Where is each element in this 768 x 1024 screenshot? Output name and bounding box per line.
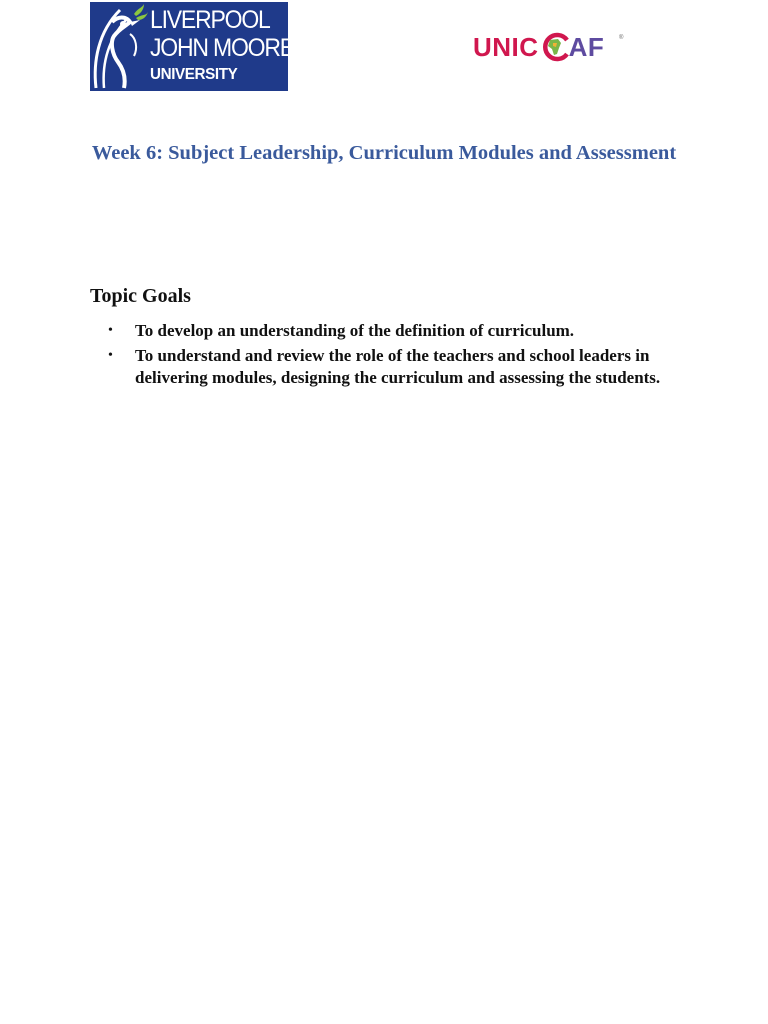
topic-goals-list: [108, 320, 668, 392]
registered-mark: ®: [619, 35, 624, 41]
topic-goals-heading: Topic Goals: [90, 285, 191, 307]
goal-item: [108, 345, 668, 390]
ljmu-line-1: LIVERPOOL: [150, 6, 270, 34]
africa-map-icon: [540, 32, 570, 62]
goal-item: [108, 320, 668, 343]
unicaf-wordmark-part-1: UNIC: [473, 32, 539, 62]
ljmu-line-2: JOHN MOORES: [150, 34, 309, 62]
ljmu-line-3: UNIVERSITY: [150, 66, 238, 83]
bullet-icon: •: [108, 347, 113, 363]
ljmu-logo: [90, 2, 309, 91]
page-title: Week 6: Subject Leadership, Curriculum Modules and Assessment: [91, 142, 677, 164]
goal-text: To develop an understanding of the definition of curriculum.: [135, 321, 575, 340]
goal-text: To understand and review the role of the teachers and school leaders in delivering modules, designing the curriculum and assessing the students.: [135, 345, 661, 387]
unicaf-logo: [470, 22, 628, 78]
ljmu-wordmark: [150, 6, 322, 85]
unicaf-wordmark-part-2: AF: [568, 32, 605, 62]
bullet-icon: •: [108, 323, 113, 338]
unicaf-wordmark: [473, 33, 604, 61]
liver-bird-icon: [90, 2, 152, 91]
